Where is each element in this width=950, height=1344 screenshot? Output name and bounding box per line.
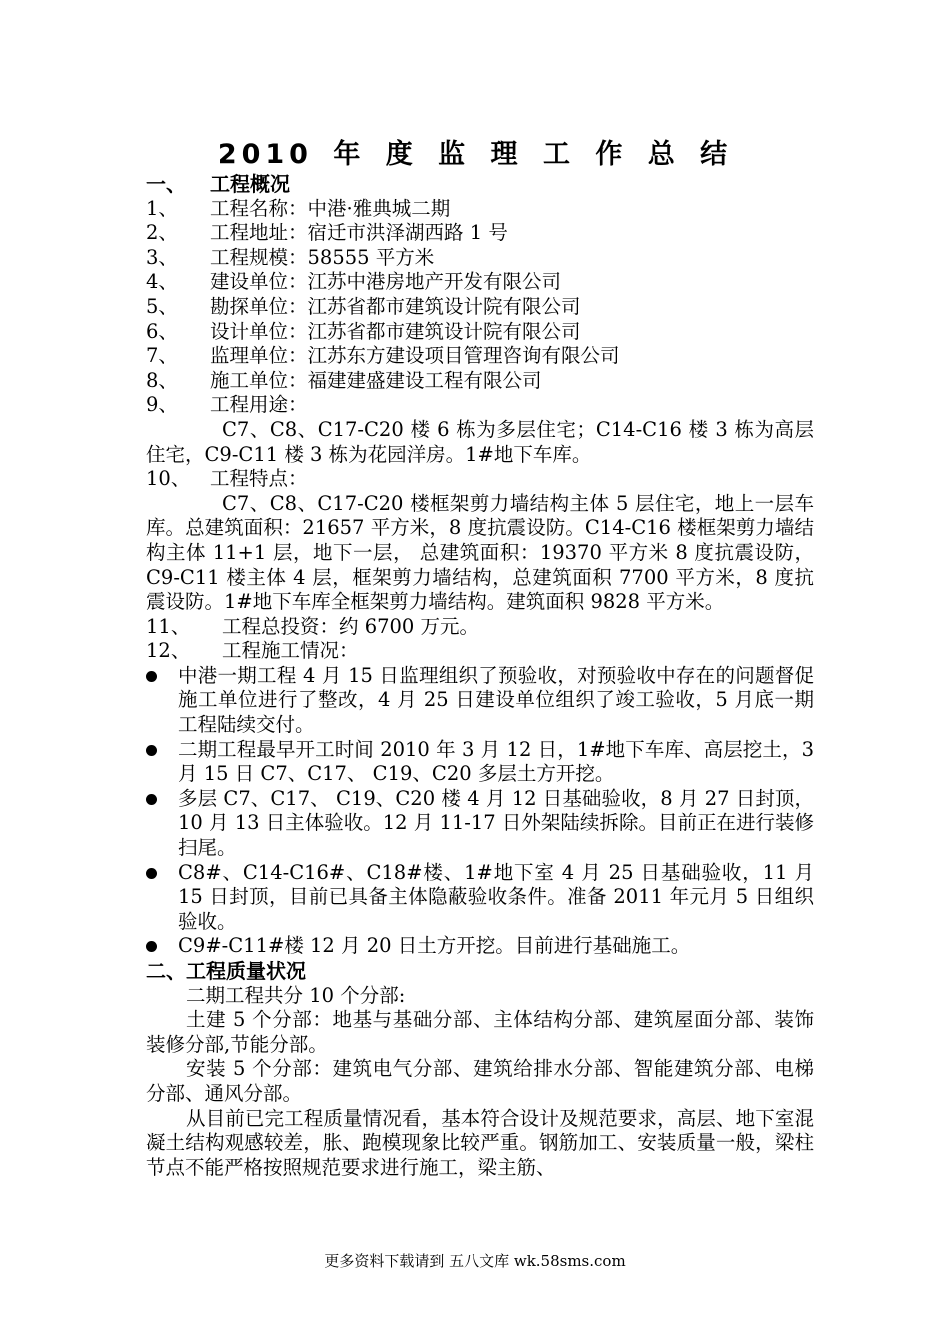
paragraph: 二期工程共分 10 个分部: [186,983,406,1007]
item-number: 2、 [146,221,178,245]
item-value: 福建建盛建设工程有限公司 [307,368,542,392]
info-row [146,270,814,295]
document-body [146,172,814,1180]
item-value: 江苏省都市建筑设计院有限公司 [307,294,581,318]
section1-heading [146,172,814,197]
item-number: 10、 [146,467,191,491]
list-item [146,787,814,861]
item-value: 江苏中港房地产开发有限公司 [307,270,562,294]
item-number: 7、 [146,344,178,368]
footer-note: 更多资料下载请到 五八文库 wk.58sms.com [324,1252,626,1270]
item-value: 58555 平方米 [307,245,435,269]
item-label: 设计单位： [210,319,308,343]
item-value: 约 6700 万元。 [339,614,480,638]
info-row [146,615,814,640]
info-row [146,639,814,664]
paragraph: 从目前已完工程质量情况看，基本符合设计及规范要求，高层、地下室混凝土结构观感较差，胀、跑模现象比较严重。钢筋加工、安装质量一般，梁柱节点不能严格按照规范要求进行施工，梁主筋、 [146,1106,814,1179]
item-number: 3、 [146,245,178,269]
item-value: 江苏省都市建筑设计院有限公司 [307,319,581,343]
section1-title: 工程概况 [210,172,290,196]
bullet-text: 中港一期工程 4 月 15 日监理组织了预验收，对预验收中存在的问题督促施工单位进行了整改，4 月 25 日建设单位组织了竣工验收，5 月底一期工程陆续交付。 [178,663,814,737]
info-row [146,393,814,418]
list-item [146,861,814,935]
usage-paragraph: C7、C8、C17-C20 楼 6 栋为多层住宅；C14-C16 楼 3 栋为高层住宅，C9-C11 楼 3 栋为花园洋房。1#地下车库。 [146,417,814,466]
info-row [146,246,814,271]
item-label: 建设单位： [210,270,308,294]
item-value: 宿迁市洪泽湖西路 1 号 [307,221,508,245]
item-number: 12、 [146,639,191,663]
item-label: 工程名称： [210,196,308,220]
list-item [146,664,814,738]
item-label: 施工单位： [210,368,308,392]
item-number: 11、 [146,614,191,638]
section2-heading [146,959,814,984]
item-label: 监理单位： [210,344,308,368]
bullet-dot-icon [146,671,157,682]
item-label: 工程用途： [210,393,308,417]
item-value: 中港·雅典城二期 [307,196,451,220]
item-number: 8、 [146,368,178,392]
item-label: 工程特点： [210,467,308,491]
item-label: 工程地址： [210,221,308,245]
item-label: 工程总投资： [222,614,340,638]
item-label: 勘探单位： [210,294,308,318]
bullet-dot-icon [146,941,157,952]
item-label: 工程施工情况： [222,639,359,663]
bullet-text: C9#-C11#楼 12 月 20 日土方开挖。目前进行基础施工。 [178,934,691,958]
info-row [146,197,814,222]
bullet-text: C8#、C14-C16#、C18#楼、1#地下室 4 月 25 日基础验收，11 月 15 日封顶，目前已具备主体隐蔽验收条件。准备 2011 年元月 5 日组织验收。 [178,860,814,933]
bullet-text: 二期工程最早开工时间 2010 年 3 月 12 日，1#地下车库、高层挖土，3 月 15 日 C7、C17、 C19、C20 多层土方开挖。 [178,737,814,786]
item-number: 5、 [146,294,178,318]
paragraph: 土建 5 个分部：地基与基础分部、主体结构分部、建筑屋面分部、装饰装修分部,节能分部。 [146,1008,814,1056]
info-row [146,295,814,320]
bullet-dot-icon [146,745,157,756]
features-paragraph: C7、C8、C17-C20 楼框架剪力墙结构主体 5 层住宅，地上一层车库。总建筑面积：21657 平方米，8 度抗震设防。C14-C16 楼框架剪力墙结构主体 11+1 层，地下一层， 总建筑面积：19370 平方米 8 度抗震设防，C9-C11 楼主体 4 层，框架剪力墙结构，总建筑面积 7700 平方米，8 度抗震设防。1#地下车库全框架剪力墙结构。建筑面积 9828 平方米。 [146,491,814,614]
document-title: 2010 年 度 监 理 工 作 总 结 [217,139,733,170]
item-value: 江苏东方建设项目管理咨询有限公司 [307,344,620,368]
item-number: 1、 [146,196,178,220]
info-row [146,467,814,492]
item-number: 4、 [146,270,178,294]
info-row [146,369,814,394]
progress-bullet-list [146,664,814,959]
paragraph: 安装 5 个分部：建筑电气分部、建筑给排水分部、智能建筑分部、电梯分部、通风分部。 [146,1057,814,1105]
info-row [146,221,814,246]
info-row [146,320,814,345]
bullet-text: 多层 C7、C17、 C19、C20 楼 4 月 12 日基础验收，8 月 27 日封顶，10 月 13 日主体验收。12 月 11-17 日外架陆续拆除。目前正在进行装修扫尾。 [178,786,814,860]
bullet-dot-icon [146,794,157,805]
info-row [146,344,814,369]
item-number: 6、 [146,319,178,343]
bullet-dot-icon [146,868,157,879]
item-label: 工程规模： [210,245,308,269]
list-item [146,738,814,787]
section1-number: 一、 [146,172,186,196]
list-item [146,934,814,959]
item-number: 9、 [146,393,178,417]
section2-title: 二、工程质量状况 [146,959,306,983]
